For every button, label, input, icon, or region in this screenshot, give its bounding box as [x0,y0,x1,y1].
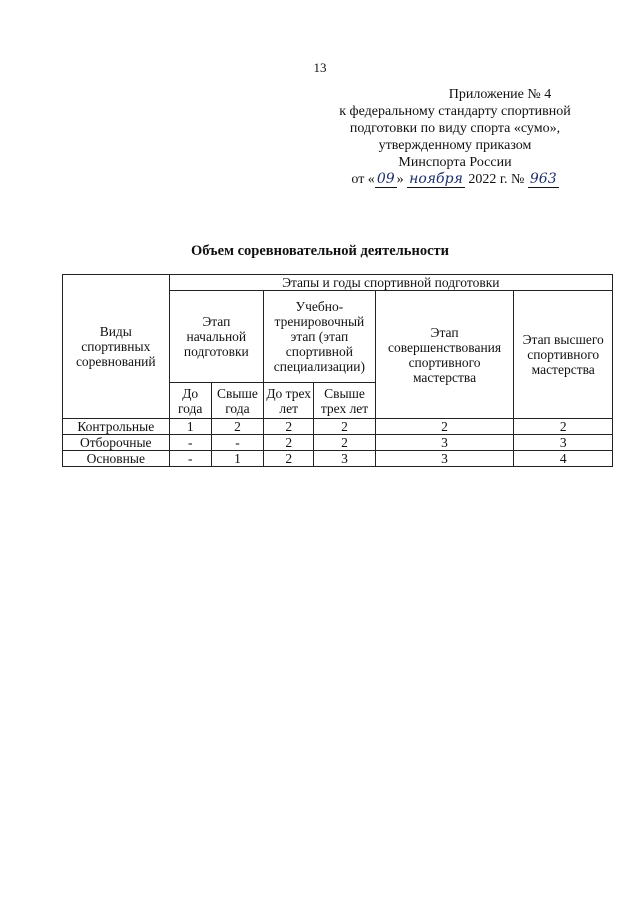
table-cell: 2 [264,435,314,451]
table-cell: 2 [264,419,314,435]
table-cell: 3 [375,451,514,467]
table-cell: 2 [314,435,375,451]
appendix-line-5: Минспорта России [398,155,512,170]
appendix-line-4: утвержденному приказом [378,138,532,153]
competition-table [62,274,613,467]
order-day: 09 [376,171,395,187]
table-cell: 2 [514,419,613,435]
header-stage-initial: Этап начальной подготовки [169,291,264,383]
table-cell: - [211,435,263,451]
order-prefix: от « [351,172,375,187]
order-line [310,171,600,188]
order-number: 963 [529,171,557,187]
subheader-over-three: Свыше трех лет [314,383,375,419]
header-stage-highest: Этап высшего спортивного мастерства [514,291,613,419]
table-cell: 3 [314,451,375,467]
table-row [63,451,613,467]
table-cell: 3 [375,435,514,451]
table-cell: 3 [514,435,613,451]
document-title: Объем соревновательной деятельности [191,243,449,259]
appendix-line-2: к федеральному стандарту спортивной [339,104,571,119]
table-cell: 1 [169,419,211,435]
table-cell: - [169,435,211,451]
header-group: Этапы и годы спортивной подготовки [169,275,612,291]
row-label: Контрольные [63,419,170,435]
appendix-line-3: подготовки по виду спорта «сумо», [349,121,561,136]
header-stage-perfection: Этап совершенствования спортивного мастерства [375,291,514,419]
subheader-over-year: Свыше года [211,383,263,419]
table-cell: 2 [264,451,314,467]
table-cell: 2 [211,419,263,435]
table-cell: 1 [211,451,263,467]
order-month: ноября [409,171,463,187]
row-label: Отборочные [63,435,170,451]
order-mid: » [396,172,404,187]
table-row [63,435,613,451]
table-row [63,419,613,435]
table-cell: - [169,451,211,467]
table-cell: 2 [314,419,375,435]
page-number: 13 [313,60,327,75]
header-stage-training: Учебно-тренировочный этап (этап спортивной специализации) [264,291,376,383]
subheader-up-to-three: До трех лет [264,383,314,419]
table-cell: 4 [514,451,613,467]
row-label: Основные [63,451,170,467]
table-cell: 2 [375,419,514,435]
order-year: 2022 г. № [468,172,525,187]
appendix-number: Приложение № 4 [448,87,552,102]
header-kinds: Виды спортивных соревнований [63,275,170,419]
subheader-up-to-year: До года [169,383,211,419]
appendix-header [310,86,600,188]
